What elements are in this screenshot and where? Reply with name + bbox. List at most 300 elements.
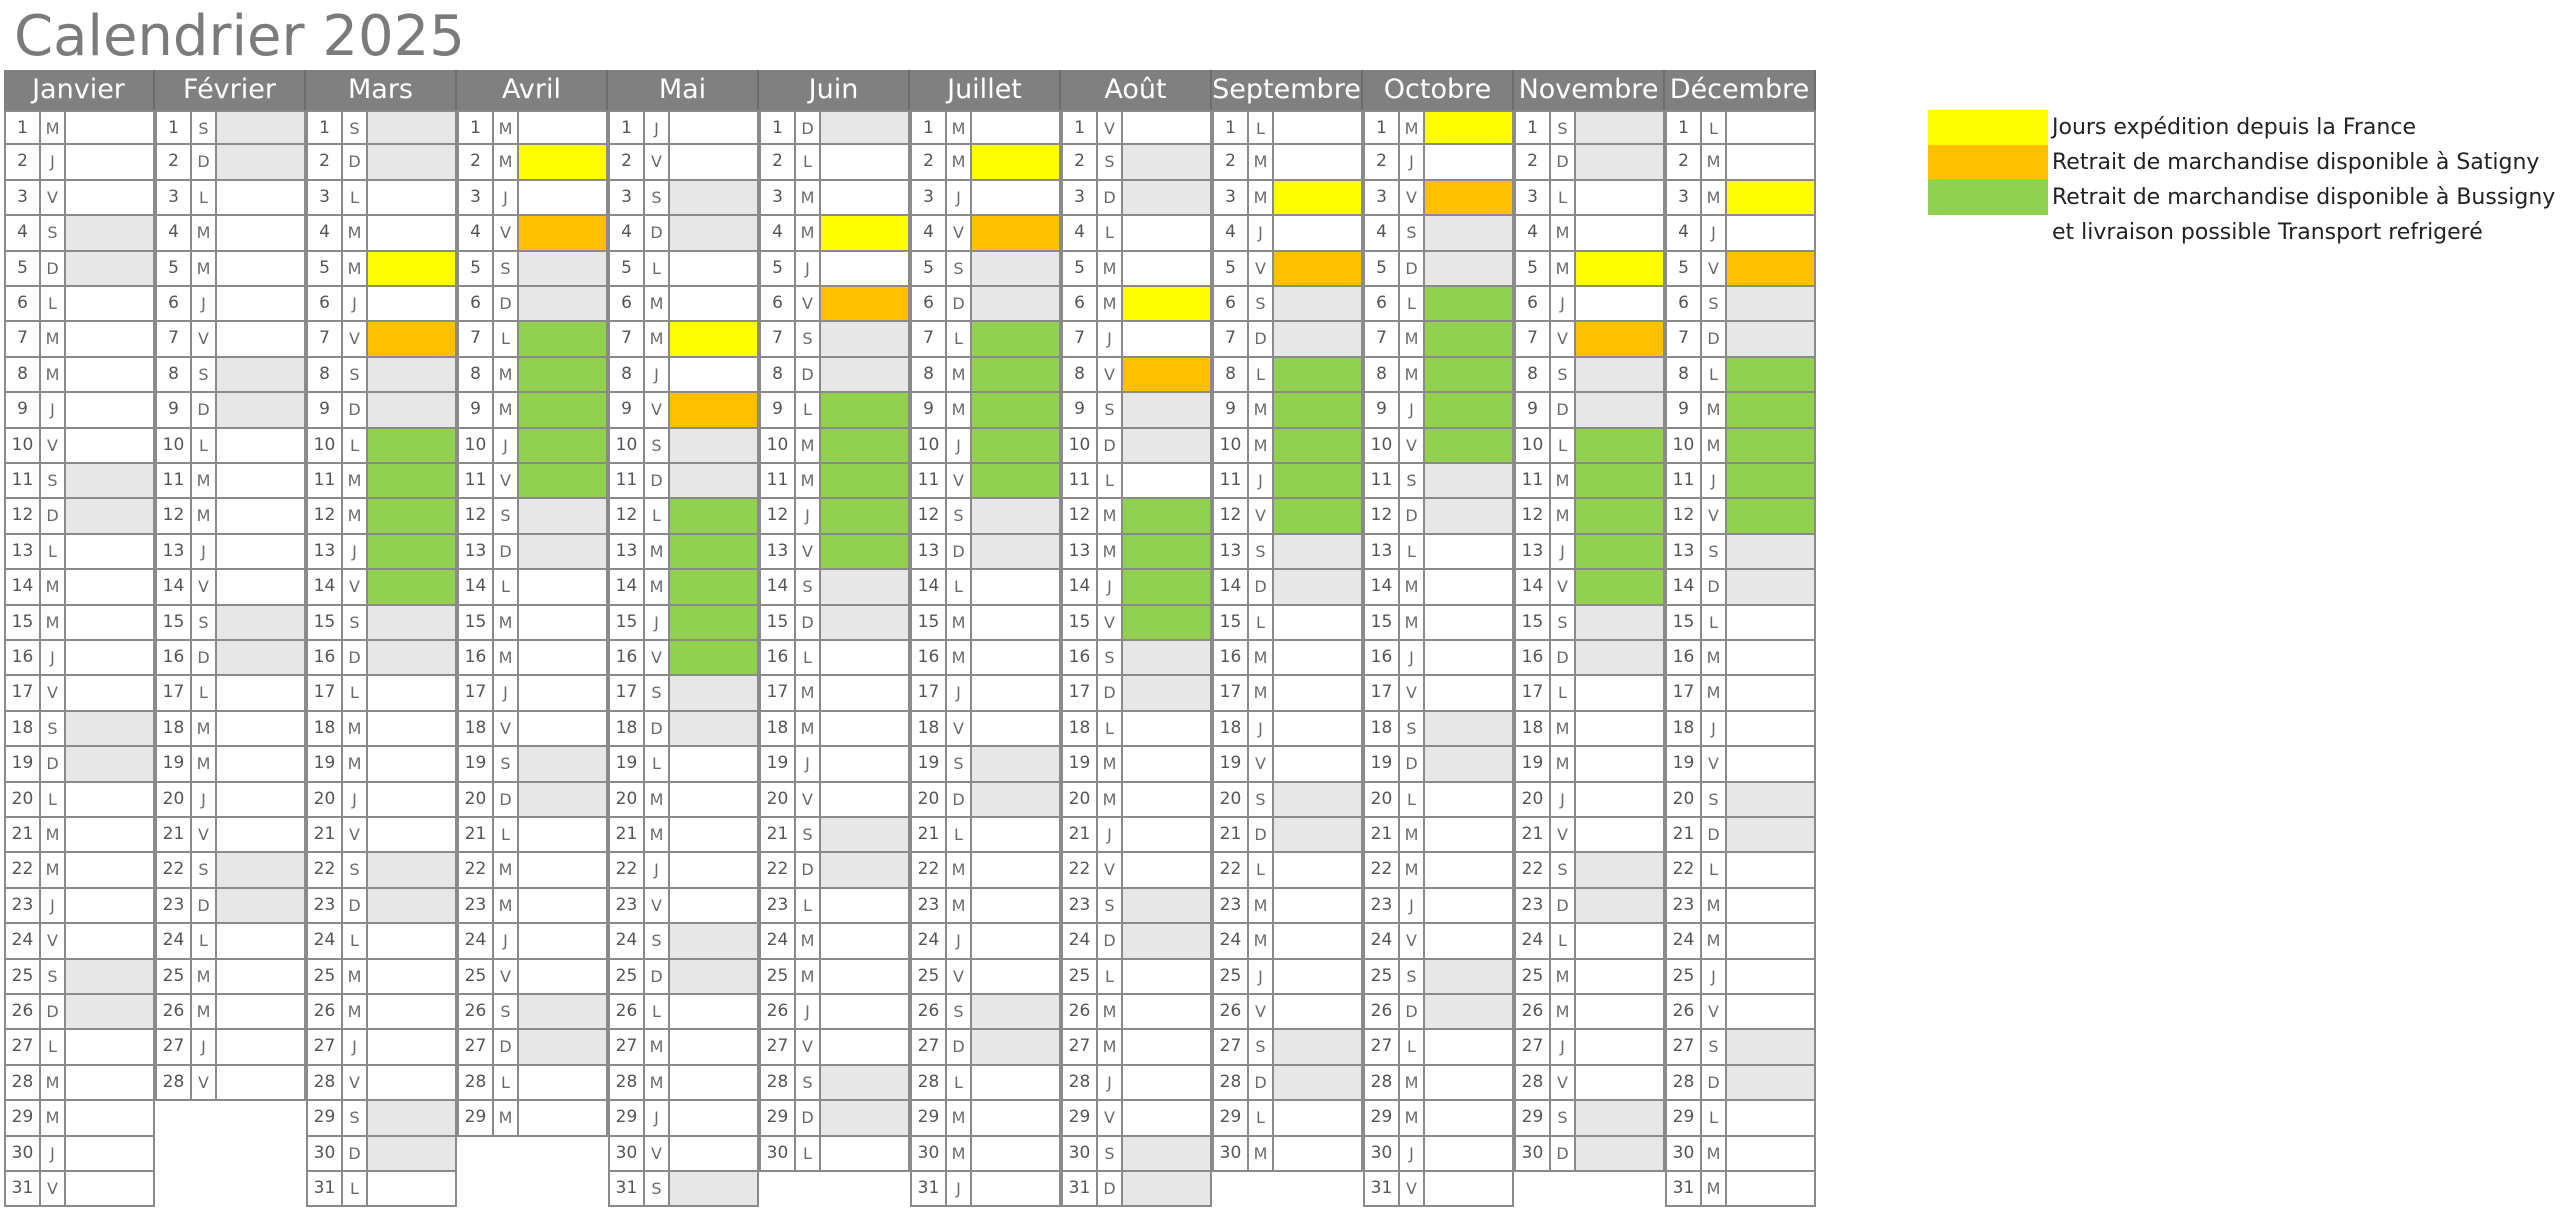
day-letter: J bbox=[1702, 712, 1727, 745]
day-letter: V bbox=[343, 570, 368, 603]
day-cell bbox=[1123, 1101, 1210, 1134]
day-number: 8 bbox=[1365, 358, 1400, 391]
day-cell-yellow bbox=[972, 145, 1059, 178]
day-row bbox=[4, 464, 155, 499]
day-letter: V bbox=[796, 1030, 821, 1063]
day-letter: L bbox=[1551, 676, 1576, 709]
day-letter: L bbox=[1551, 429, 1576, 462]
day-row bbox=[759, 145, 910, 180]
day-row bbox=[1665, 145, 1816, 180]
day-number: 24 bbox=[610, 924, 645, 957]
day-cell-green bbox=[1425, 322, 1512, 355]
day-row bbox=[306, 322, 457, 357]
month-header: Novembre bbox=[1514, 70, 1665, 110]
day-cell bbox=[821, 145, 908, 178]
day-row bbox=[457, 181, 608, 216]
day-letter: S bbox=[645, 1172, 670, 1205]
day-cell bbox=[1727, 960, 1814, 993]
day-number: 25 bbox=[1516, 960, 1551, 993]
day-row bbox=[608, 570, 759, 605]
day-row bbox=[608, 429, 759, 464]
day-row bbox=[1514, 924, 1665, 959]
day-letter: M bbox=[192, 464, 217, 497]
day-row bbox=[1665, 322, 1816, 357]
day-row bbox=[4, 287, 155, 322]
day-row bbox=[608, 145, 759, 180]
day-letter: M bbox=[947, 889, 972, 922]
day-number: 8 bbox=[1063, 358, 1098, 391]
day-cell bbox=[368, 712, 455, 745]
day-letter: M bbox=[1400, 1101, 1425, 1134]
day-number: 11 bbox=[1667, 464, 1702, 497]
day-cell bbox=[66, 889, 153, 922]
day-letter: L bbox=[41, 1030, 66, 1063]
day-number: 9 bbox=[1214, 393, 1249, 426]
day-letter: V bbox=[796, 535, 821, 568]
day-letter: D bbox=[1098, 1172, 1123, 1205]
day-letter: J bbox=[1400, 393, 1425, 426]
day-letter: V bbox=[343, 322, 368, 355]
day-letter: M bbox=[1098, 1030, 1123, 1063]
day-row bbox=[1514, 216, 1665, 251]
day-number: 3 bbox=[1516, 181, 1551, 214]
day-row bbox=[910, 181, 1061, 216]
day-cell bbox=[670, 1066, 757, 1099]
day-cell-green bbox=[972, 429, 1059, 462]
day-row bbox=[1061, 747, 1212, 782]
day-row bbox=[4, 1137, 155, 1172]
day-number: 28 bbox=[912, 1066, 947, 1099]
day-cell bbox=[1123, 252, 1210, 285]
day-cell-yellow bbox=[1274, 181, 1361, 214]
day-cell bbox=[217, 783, 304, 816]
day-letter: S bbox=[796, 1066, 821, 1099]
day-row bbox=[1061, 1172, 1212, 1207]
day-row bbox=[306, 1172, 457, 1207]
day-number: 17 bbox=[761, 676, 796, 709]
day-letter: L bbox=[192, 676, 217, 709]
day-cell bbox=[1123, 747, 1210, 780]
day-number: 6 bbox=[1365, 287, 1400, 320]
day-number: 22 bbox=[761, 853, 796, 886]
day-row bbox=[155, 924, 306, 959]
day-row bbox=[1212, 216, 1363, 251]
day-number: 2 bbox=[6, 145, 41, 178]
day-row bbox=[457, 960, 608, 995]
day-number: 23 bbox=[157, 889, 192, 922]
day-number: 13 bbox=[610, 535, 645, 568]
day-number: 30 bbox=[1365, 1137, 1400, 1170]
day-number: 31 bbox=[1667, 1172, 1702, 1205]
day-number: 18 bbox=[6, 712, 41, 745]
day-row bbox=[1363, 889, 1514, 924]
day-letter: M bbox=[1702, 676, 1727, 709]
day-number: 11 bbox=[1365, 464, 1400, 497]
day-number: 5 bbox=[1365, 252, 1400, 285]
day-number: 22 bbox=[1214, 853, 1249, 886]
day-cell bbox=[1727, 924, 1814, 957]
day-row bbox=[1363, 924, 1514, 959]
day-letter: D bbox=[1249, 570, 1274, 603]
day-letter: L bbox=[796, 889, 821, 922]
day-row bbox=[457, 1101, 608, 1136]
day-cell bbox=[1425, 1066, 1512, 1099]
day-cell bbox=[1274, 216, 1361, 249]
day-number: 14 bbox=[610, 570, 645, 603]
day-letter: V bbox=[192, 1066, 217, 1099]
day-letter: L bbox=[343, 924, 368, 957]
day-cell bbox=[1274, 712, 1361, 745]
day-row bbox=[1363, 747, 1514, 782]
day-number: 4 bbox=[6, 216, 41, 249]
day-letter: V bbox=[1400, 676, 1425, 709]
day-cell bbox=[1274, 1030, 1361, 1063]
day-number: 28 bbox=[761, 1066, 796, 1099]
day-number: 4 bbox=[459, 216, 494, 249]
day-row bbox=[1665, 747, 1816, 782]
day-number: 4 bbox=[1365, 216, 1400, 249]
day-row bbox=[306, 145, 457, 180]
day-number: 6 bbox=[459, 287, 494, 320]
day-number: 10 bbox=[912, 429, 947, 462]
day-number: 22 bbox=[1667, 853, 1702, 886]
day-letter: V bbox=[41, 429, 66, 462]
day-cell bbox=[1123, 216, 1210, 249]
day-cell bbox=[972, 570, 1059, 603]
day-letter: D bbox=[947, 535, 972, 568]
day-letter: D bbox=[343, 641, 368, 674]
day-cell bbox=[66, 747, 153, 780]
day-cell-green bbox=[670, 535, 757, 568]
day-cell-green bbox=[519, 358, 606, 391]
day-number: 14 bbox=[1667, 570, 1702, 603]
day-cell-green bbox=[519, 322, 606, 355]
day-cell bbox=[368, 112, 455, 143]
day-number: 6 bbox=[1667, 287, 1702, 320]
day-cell bbox=[368, 747, 455, 780]
day-number: 16 bbox=[1667, 641, 1702, 674]
day-cell bbox=[1576, 1101, 1663, 1134]
day-number: 25 bbox=[1063, 960, 1098, 993]
day-number: 24 bbox=[6, 924, 41, 957]
day-row bbox=[4, 818, 155, 853]
month-column bbox=[155, 70, 306, 1210]
day-row bbox=[4, 747, 155, 782]
day-cell bbox=[66, 358, 153, 391]
day-letter: D bbox=[1702, 818, 1727, 851]
day-number: 6 bbox=[1214, 287, 1249, 320]
day-cell-orange bbox=[368, 322, 455, 355]
day-letter: S bbox=[1400, 960, 1425, 993]
day-letter: V bbox=[645, 1137, 670, 1170]
day-number: 3 bbox=[1063, 181, 1098, 214]
day-letter: L bbox=[1400, 783, 1425, 816]
day-cell-green bbox=[670, 570, 757, 603]
day-cell bbox=[368, 924, 455, 957]
day-letter: J bbox=[1702, 960, 1727, 993]
day-cell-green bbox=[972, 358, 1059, 391]
day-number: 29 bbox=[1516, 1101, 1551, 1134]
day-row bbox=[1212, 1137, 1363, 1172]
day-row bbox=[1061, 429, 1212, 464]
day-letter: V bbox=[343, 1066, 368, 1099]
day-letter: V bbox=[494, 464, 519, 497]
day-number: 10 bbox=[610, 429, 645, 462]
day-letter: S bbox=[1551, 112, 1576, 143]
day-row bbox=[1665, 287, 1816, 322]
day-number: 13 bbox=[308, 535, 343, 568]
day-letter: M bbox=[947, 358, 972, 391]
day-row bbox=[155, 322, 306, 357]
day-letter: S bbox=[494, 499, 519, 532]
day-letter: M bbox=[645, 535, 670, 568]
day-row bbox=[759, 322, 910, 357]
day-letter: M bbox=[41, 853, 66, 886]
day-cell bbox=[1274, 960, 1361, 993]
day-letter: D bbox=[192, 145, 217, 178]
day-number: 21 bbox=[308, 818, 343, 851]
day-cell bbox=[972, 960, 1059, 993]
day-cell bbox=[519, 889, 606, 922]
day-number: 9 bbox=[1516, 393, 1551, 426]
day-row bbox=[1212, 110, 1363, 145]
day-cell bbox=[972, 252, 1059, 285]
day-number: 19 bbox=[308, 747, 343, 780]
day-number: 17 bbox=[1214, 676, 1249, 709]
day-number: 7 bbox=[6, 322, 41, 355]
day-letter: L bbox=[343, 676, 368, 709]
day-cell bbox=[670, 464, 757, 497]
day-number: 3 bbox=[459, 181, 494, 214]
day-number: 23 bbox=[6, 889, 41, 922]
day-letter: J bbox=[1551, 287, 1576, 320]
day-number: 30 bbox=[1667, 1137, 1702, 1170]
day-cell bbox=[217, 712, 304, 745]
day-letter: D bbox=[192, 889, 217, 922]
day-number: 24 bbox=[308, 924, 343, 957]
day-letter: M bbox=[41, 570, 66, 603]
day-number: 8 bbox=[459, 358, 494, 391]
day-row bbox=[155, 358, 306, 393]
day-row bbox=[155, 287, 306, 322]
day-cell-green bbox=[1123, 535, 1210, 568]
day-row bbox=[1514, 252, 1665, 287]
day-number: 3 bbox=[1365, 181, 1400, 214]
day-number: 6 bbox=[761, 287, 796, 320]
day-letter: S bbox=[645, 181, 670, 214]
month-header: Décembre bbox=[1665, 70, 1816, 110]
day-number: 22 bbox=[1063, 853, 1098, 886]
day-number: 12 bbox=[1516, 499, 1551, 532]
day-cell bbox=[66, 606, 153, 639]
day-number: 7 bbox=[761, 322, 796, 355]
day-row bbox=[1363, 641, 1514, 676]
day-cell bbox=[1123, 1137, 1210, 1170]
legend-label: Retrait de marchandise disponible à Satigny bbox=[2052, 150, 2540, 175]
day-row bbox=[1212, 1066, 1363, 1101]
day-number: 13 bbox=[157, 535, 192, 568]
day-row bbox=[910, 145, 1061, 180]
day-row bbox=[1514, 322, 1665, 357]
day-row bbox=[1665, 995, 1816, 1030]
day-letter: M bbox=[1249, 924, 1274, 957]
day-letter: M bbox=[343, 960, 368, 993]
day-row bbox=[155, 110, 306, 145]
day-row bbox=[4, 252, 155, 287]
day-cell bbox=[66, 783, 153, 816]
day-cell-yellow bbox=[670, 322, 757, 355]
day-row bbox=[306, 1101, 457, 1136]
month-column bbox=[608, 70, 759, 1210]
day-row bbox=[306, 960, 457, 995]
day-letter: S bbox=[645, 429, 670, 462]
day-number: 4 bbox=[1516, 216, 1551, 249]
day-cell bbox=[670, 747, 757, 780]
day-letter: S bbox=[645, 676, 670, 709]
day-cell bbox=[1425, 252, 1512, 285]
day-number: 12 bbox=[1365, 499, 1400, 532]
day-letter: J bbox=[645, 853, 670, 886]
day-cell bbox=[66, 641, 153, 674]
day-number: 3 bbox=[761, 181, 796, 214]
month-header: Août bbox=[1061, 70, 1212, 110]
day-cell bbox=[66, 429, 153, 462]
day-row bbox=[759, 393, 910, 428]
day-number: 27 bbox=[157, 1030, 192, 1063]
day-letter: J bbox=[1098, 818, 1123, 851]
day-cell bbox=[1274, 570, 1361, 603]
day-letter: D bbox=[645, 464, 670, 497]
day-row bbox=[457, 287, 608, 322]
day-cell bbox=[670, 358, 757, 391]
day-cell bbox=[1425, 535, 1512, 568]
day-row bbox=[759, 464, 910, 499]
day-letter: D bbox=[1702, 570, 1727, 603]
day-number: 9 bbox=[1365, 393, 1400, 426]
day-row bbox=[759, 747, 910, 782]
day-cell bbox=[972, 1066, 1059, 1099]
day-row bbox=[306, 995, 457, 1030]
day-cell bbox=[1576, 181, 1663, 214]
day-letter: S bbox=[645, 924, 670, 957]
day-letter: D bbox=[1551, 1137, 1576, 1170]
day-cell bbox=[1576, 676, 1663, 709]
day-row bbox=[1061, 889, 1212, 924]
day-letter: M bbox=[41, 818, 66, 851]
day-number: 27 bbox=[912, 1030, 947, 1063]
day-cell-green bbox=[1123, 499, 1210, 532]
day-cell bbox=[972, 924, 1059, 957]
day-number: 6 bbox=[6, 287, 41, 320]
day-cell-green bbox=[1123, 606, 1210, 639]
day-cell bbox=[1576, 853, 1663, 886]
day-letter: D bbox=[796, 853, 821, 886]
day-number: 19 bbox=[459, 747, 494, 780]
day-cell bbox=[1727, 1137, 1814, 1170]
day-letter: L bbox=[343, 429, 368, 462]
day-cell bbox=[368, 393, 455, 426]
day-row bbox=[910, 1172, 1061, 1207]
day-cell bbox=[1123, 464, 1210, 497]
day-number: 7 bbox=[157, 322, 192, 355]
day-cell bbox=[670, 287, 757, 320]
day-cell-yellow bbox=[519, 145, 606, 178]
day-number: 21 bbox=[1667, 818, 1702, 851]
day-letter: M bbox=[1098, 252, 1123, 285]
day-cell-green bbox=[972, 464, 1059, 497]
day-cell bbox=[1123, 712, 1210, 745]
day-row bbox=[457, 818, 608, 853]
day-number: 25 bbox=[157, 960, 192, 993]
day-row bbox=[759, 853, 910, 888]
month-header: Février bbox=[155, 70, 306, 110]
day-row bbox=[457, 889, 608, 924]
day-letter: V bbox=[645, 889, 670, 922]
day-letter: M bbox=[1098, 287, 1123, 320]
day-row bbox=[1665, 216, 1816, 251]
day-number: 1 bbox=[157, 112, 192, 143]
day-cell-green bbox=[1274, 358, 1361, 391]
day-number: 7 bbox=[1365, 322, 1400, 355]
day-cell bbox=[1274, 676, 1361, 709]
day-row bbox=[1212, 960, 1363, 995]
day-letter: J bbox=[1249, 960, 1274, 993]
day-number: 13 bbox=[1516, 535, 1551, 568]
day-number: 13 bbox=[6, 535, 41, 568]
day-row bbox=[910, 535, 1061, 570]
day-cell bbox=[670, 1172, 757, 1205]
day-letter: V bbox=[192, 570, 217, 603]
day-row bbox=[1514, 145, 1665, 180]
day-row bbox=[1061, 358, 1212, 393]
day-letter: D bbox=[796, 606, 821, 639]
day-row bbox=[1212, 358, 1363, 393]
day-cell bbox=[368, 853, 455, 886]
day-row bbox=[759, 499, 910, 534]
day-letter: J bbox=[947, 429, 972, 462]
day-number: 26 bbox=[6, 995, 41, 1028]
day-row bbox=[759, 110, 910, 145]
day-letter: J bbox=[192, 287, 217, 320]
day-cell bbox=[1727, 570, 1814, 603]
day-number: 22 bbox=[610, 853, 645, 886]
day-row bbox=[457, 252, 608, 287]
day-number: 4 bbox=[157, 216, 192, 249]
month-column bbox=[1514, 70, 1665, 1210]
day-row bbox=[306, 1066, 457, 1101]
day-cell bbox=[972, 1030, 1059, 1063]
day-row bbox=[1514, 287, 1665, 322]
day-row bbox=[1061, 1137, 1212, 1172]
day-number: 19 bbox=[1063, 747, 1098, 780]
day-number: 15 bbox=[1365, 606, 1400, 639]
day-letter: M bbox=[796, 676, 821, 709]
day-cell bbox=[1274, 818, 1361, 851]
day-cell bbox=[368, 216, 455, 249]
day-letter: S bbox=[1098, 393, 1123, 426]
day-row bbox=[457, 535, 608, 570]
day-letter: J bbox=[41, 889, 66, 922]
day-cell bbox=[670, 889, 757, 922]
day-number: 15 bbox=[1214, 606, 1249, 639]
day-cell bbox=[670, 960, 757, 993]
day-letter: M bbox=[1400, 1066, 1425, 1099]
day-row bbox=[1514, 676, 1665, 711]
day-row bbox=[155, 393, 306, 428]
day-row bbox=[1665, 1172, 1816, 1207]
day-cell bbox=[1727, 889, 1814, 922]
day-letter: V bbox=[494, 712, 519, 745]
